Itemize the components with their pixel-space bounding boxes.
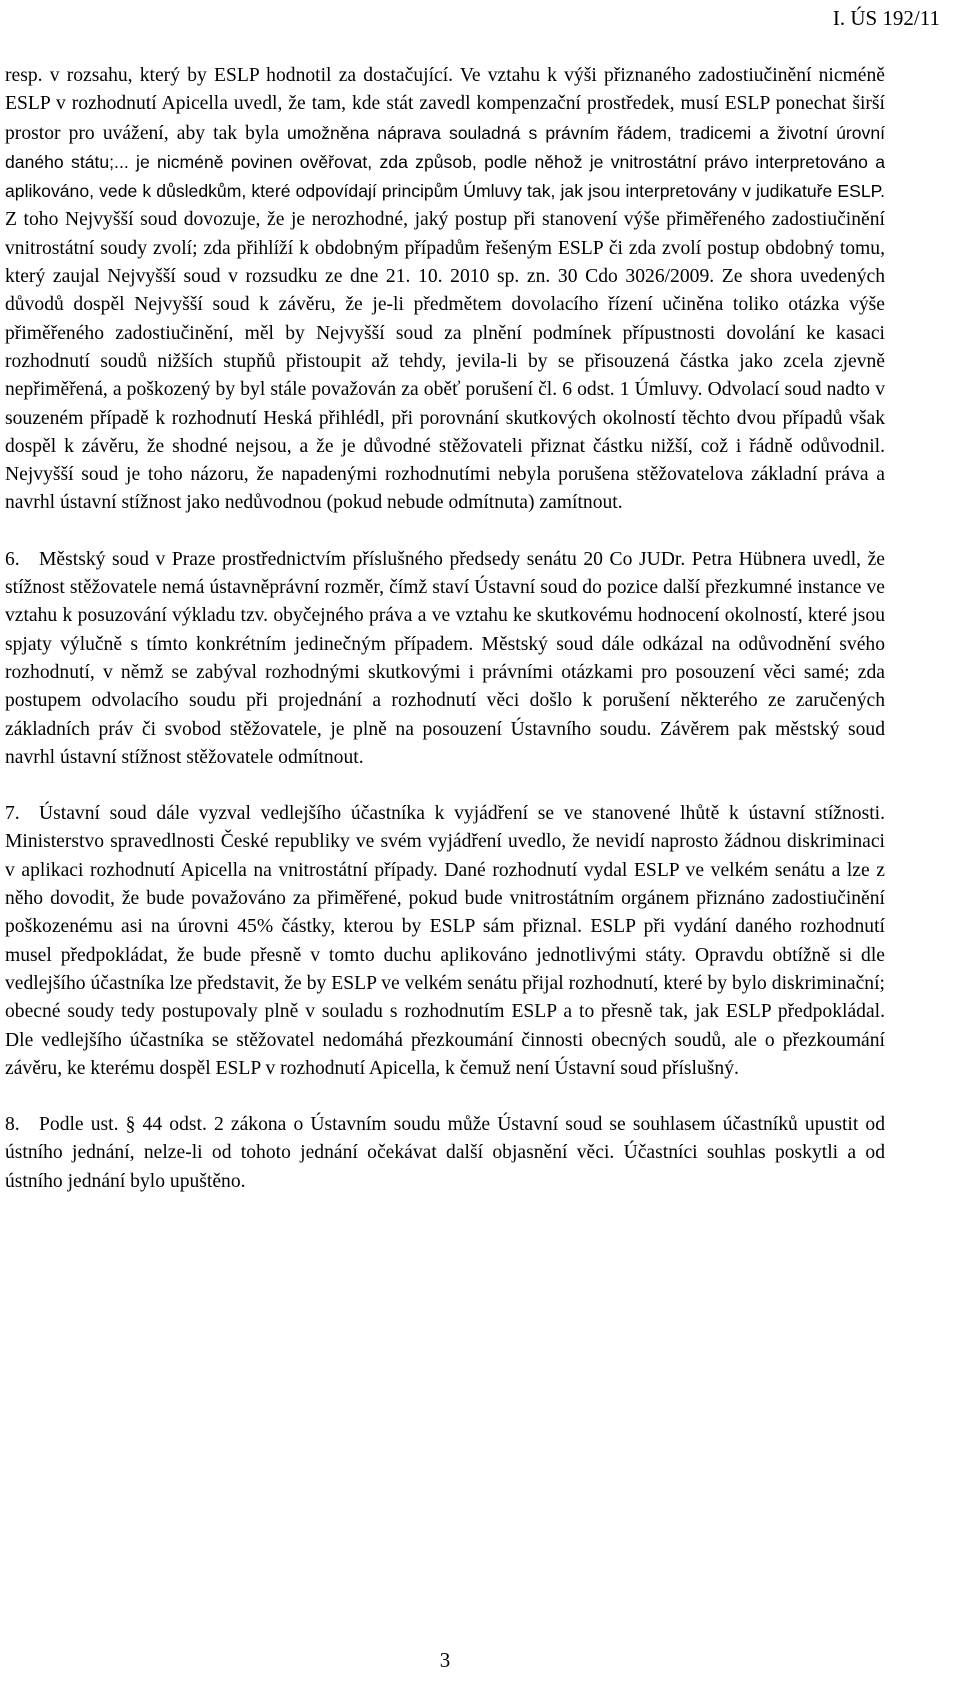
paragraph-continuation <box>5 62 885 518</box>
case-reference: I. ÚS 192/11 <box>832 6 940 30</box>
paragraph-text: Městský soud v Praze prostřednictvím příslušného předsedy senátu 20 Co JUDr. Petra Hübnera uvedl, že stížnost stěžovatele nemá ústavněprávní rozměr, čímž staví Ústavní soud do pozice další přezkumné instance ve vztahu k posuzování výkladu tzv. obyčejného práva a ve vztahu ke skutkovému hodnocení okolností, které jsou spjaty výlučně s tímto konkrétním jedinečným případem. Městský soud dále odkázal na odůvodnění svého rozhodnutí, v němž se zabýval rozhodnými skutkovými i právními otázkami pro posouzení věci samé; zda postupem odvolacího soudu při projednání a rozhodnutí věci došlo k porušení některého ze zaručených základních práv či svobod stěžovatele, je plně na posouzení Ústavního soudu. Závěrem pak městský soud navrhl ústavní stížnost stěžovatele odmítnout. <box>5 548 885 768</box>
document-body <box>5 62 885 1196</box>
paragraph-6 <box>5 546 885 772</box>
paragraph-number: 7. <box>5 803 20 825</box>
paragraph-number: 6. <box>5 548 20 570</box>
paragraph-7 <box>5 800 885 1083</box>
page-number: 3 <box>439 1648 451 1672</box>
quoted-passage: umožněna náprava souladná s právním řádem, tradicemi a životní úrovní daného státu;... je nicméně povinen ověřovat, zda způsob, podle něhož je vnitrostátní právo interpretováno a aplikováno, vede k důsledkům, které odpovídají principům Úmluvy tak, jak jsou interpretovány v judikatuře ESLP. <box>5 122 886 202</box>
continuation-lead: resp. v rozsahu, který by ESLP hodnotil za dostačující. Ve vztahu k výši přiznaného zadostiučinění nicméně ESLP v rozhodnutí Apicella uvedl, že tam, kde stát zavedl kompenzační prostředek, musí ESLP ponechat širší prostor pro uvážení, aby tak byla <box>5 65 885 144</box>
paragraph-number: 8. <box>5 1114 20 1136</box>
paragraph-text: Ústavní soud dále vyzval vedlejšího účastníka k vyjádření se ve stanovené lhůtě k ústavní stížnosti. Ministerstvo spravedlnosti České republiky ve svém vyjádření uvedlo, že nevidí naprosto žádnou diskriminaci v aplikaci rozhodnutí Apicella na vnitrostátní případy. Dané rozhodnutí vydal ESLP ve velkém senátu a lze z něho dovodit, že bude považováno za přiměřené, pokud bude vnitrostátním orgánem přiznáno zadostiučinění poškozenému asi na úrovni 45% částky, kterou by ESLP sám přiznal. ESLP při vydání daného rozhodnutí musel předpokládat, že bude přesně v tomto duchu aplikováno jednotlivými státy. Opravdu obtížně si dle vedlejšího účastníka lze představit, že by ESLP ve velkém senátu přijal rozhodnutí, které by bylo diskriminační; obecné soudy tedy postupovaly plně v souladu s rozhodnutím ESLP a to přesně tak, jak ESLP předpokládal. Dle vedlejšího účastníka se stěžovatel nedomáhá přezkoumání činnosti obecných soudů, ale o přezkoumání závěru, ke kterému dospěl ESLP v rozhodnutí Apicella, k čemuž není Ústavní soud příslušný. <box>5 803 885 1079</box>
paragraph-text: Podle ust. § 44 odst. 2 zákona o Ústavním soudu může Ústavní soud se souhlasem účastníků upustit od ústního jednání, nelze-li od tohoto jednání očekávat další objasnění věci. Účastníci souhlas poskytli a od ústního jednání bylo upuštěno. <box>5 1114 885 1192</box>
continuation-rest: Z toho Nejvyšší soud dovozuje, že je nerozhodné, jaký postup při stanovení výše přiměřeného zadostiučinění vnitrostátní soudy zvolí; zda přihlíží k obdobným případům řešeným ESLP či zda zvolí postup obdobný tomu, který zaujal Nejvyšší soud v rozsudku ze dne 21. 10. 2010 sp. zn. 30 Cdo 3026/2009. Ze shora uvedených důvodů dospěl Nejvyšší soud k závěru, že je-li předmětem dovolacího řízení učiněna toliko otázka výše přiměřeného zadostiučinění, měl by Nejvyšší soud za plnění podmínek přípustnosti dovolání ke kasaci rozhodnutí soudů nižších stupňů přistoupit až tehdy, jevila-li by se přisouzená částka jako zcela zjevně nepřiměřená, a poškozený by byl stále považován za oběť porušení čl. 6 odst. 1 Úmluvy. Odvolací soud nadto v souzeném případě k rozhodnutí Heská přihlédl, při porovnání skutkových okolností těchto dvou případů však dospěl k závěru, že shodné nejsou, a že je důvodné stěžovateli přiznat částku nižší, což i řádně odůvodnil. Nejvyšší soud je toho názoru, že napadenými rozhodnutími nebyla porušena stěžovatelova základní práva a navrhl ústavní stížnost jako nedůvodnou (pokud nebude odmítnuta) zamítnout. <box>5 209 885 514</box>
paragraph-8 <box>5 1111 885 1196</box>
